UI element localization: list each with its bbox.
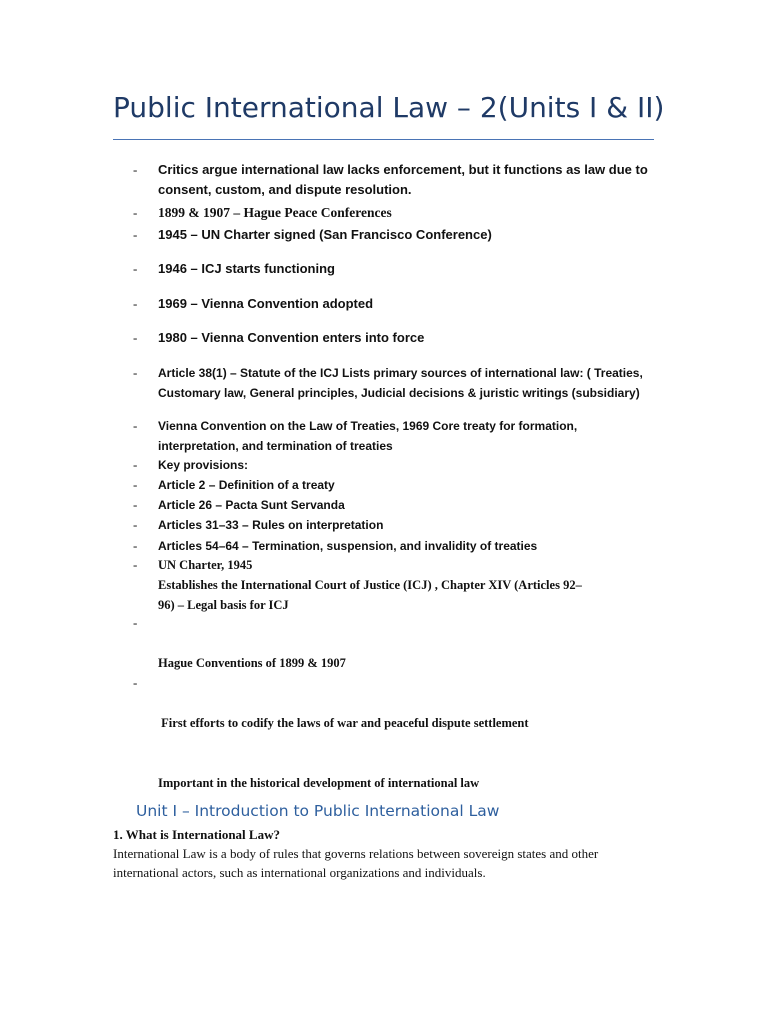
bullet-dash: - [133, 457, 138, 472]
list-item-text [158, 555, 662, 615]
list-item-line: Article 26 – Pacta Sunt Servanda [158, 498, 345, 512]
bullet-dash: - [133, 497, 138, 512]
list-item-text [158, 475, 662, 495]
bullet-dash: - [133, 296, 138, 311]
list-item-line: Articles 54–64 – Termination, suspension, and invalidity of treaties [158, 539, 538, 553]
body-paragraph: International Law is a body of rules that governs relations between sovereign states and other international actors, such as international organizations and individuals. [113, 846, 599, 880]
list-item-line: consent, custom, and dispute resolution. [158, 182, 412, 197]
list-item-line: Articles 31–33 – Rules on interpretation [158, 518, 384, 532]
list-item-line: First efforts to codify the laws of war and peaceful dispute settlement [158, 716, 529, 730]
list-item-line: Important in the historical development of international law [158, 776, 480, 790]
bullet-dash: - [133, 162, 138, 177]
list-item-text [158, 259, 662, 279]
bullet-dash: - [133, 365, 138, 380]
bullet-dash: - [133, 477, 138, 492]
list-item-line: interpretation, and termination of treaties [158, 439, 393, 453]
bullet-dash: - [133, 538, 138, 553]
list-item-text [158, 416, 662, 456]
list-item-text [158, 160, 662, 200]
list-item-text [158, 536, 662, 556]
bullet-dash: - [133, 205, 138, 220]
list-item-line: 1969 – Vienna Convention adopted [158, 296, 374, 311]
list-item-text [158, 495, 662, 515]
list-item-line: Vienna Convention on the Law of Treaties, 1969 Core treaty for formation, [158, 419, 578, 433]
list-item-text [158, 363, 662, 403]
bullet-dash: - [133, 615, 138, 630]
section-heading: 1. What is International Law? [113, 827, 280, 842]
list-item-text [158, 515, 662, 535]
unit-heading: Unit I – Introduction to Public International Law [136, 802, 500, 820]
list-item-line: 1899 & 1907 – Hague Peace Conferences [158, 205, 392, 220]
list-item-line: Customary law, General principles, Judicial decisions & juristic writings (subsidiary) [158, 386, 640, 400]
list-item-line: Establishes the International Court of Justice (ICJ) , Chapter XIV (Articles 92– [158, 578, 582, 592]
list-item-line: 1945 – UN Charter signed (San Francisco Conference) [158, 227, 492, 242]
bullet-dash: - [133, 227, 138, 242]
list-item-line: Article 2 – Definition of a treaty [158, 478, 335, 492]
title-underline [113, 139, 654, 140]
bullet-dash: - [133, 517, 138, 532]
list-item-text [158, 328, 662, 348]
list-item-line: 1980 – Vienna Convention enters into force [158, 330, 425, 345]
list-item-text [158, 203, 662, 223]
list-item-text [158, 225, 662, 245]
list-item-line: Hague Conventions of 1899 & 1907 [158, 656, 346, 670]
bullet-dash: - [133, 557, 138, 572]
list-item-line: 1946 – ICJ starts functioning [158, 261, 335, 276]
bullet-dash: - [133, 330, 138, 345]
list-item-line: 96) – Legal basis for ICJ [158, 598, 289, 612]
bullet-dash: - [133, 418, 138, 433]
page-title: Public International Law – 2(Units I & II) [113, 91, 665, 124]
list-item-line: Critics argue international law lacks enforcement, but it functions as law due to [158, 162, 648, 177]
bullet-dash: - [133, 261, 138, 276]
list-item-text [158, 455, 662, 475]
list-item-line: Key provisions: [158, 458, 249, 472]
bullet-dash: - [133, 675, 138, 690]
list-item-text [158, 294, 662, 314]
list-item-line: UN Charter, 1945 [158, 558, 253, 572]
list-item-line: Article 38(1) – Statute of the ICJ Lists primary sources of international law: ( Treaties, [158, 366, 643, 380]
